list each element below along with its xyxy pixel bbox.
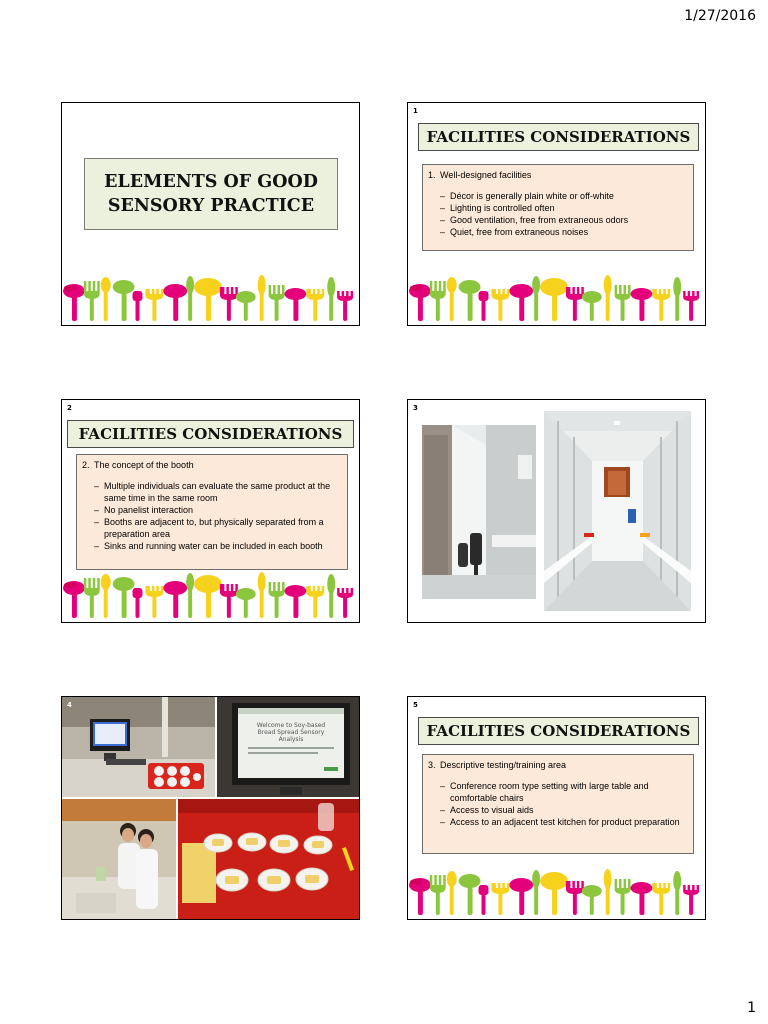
bullet-list: [428, 780, 688, 828]
screen-welcome-text: Welcome to Soy-based: [256, 722, 326, 729]
slide-title-text: ELEMENTS OF GOOD SENSORY PRACTICE: [104, 172, 318, 216]
lead-item: [82, 459, 342, 471]
slide-title: [61, 102, 360, 326]
screen-welcome-text: Bread Spread Sensory: [257, 729, 325, 736]
lead-number: 2.: [82, 460, 90, 470]
slide-number: 4: [67, 701, 72, 709]
bullet-item: – Access to visual aids: [440, 804, 688, 816]
sensory-lab-collage: [62, 697, 359, 919]
title-box: [84, 158, 338, 230]
lead-number: 1.: [428, 170, 436, 180]
slide-heading: FACILITIES CONSIDERATIONS: [426, 722, 691, 740]
bullet-list: [82, 480, 342, 552]
slide-number: 5: [413, 701, 418, 709]
utensils-decoration: [62, 269, 359, 325]
bullet-item: – Multiple individuals can evaluate the same product at the same time in the same room: [94, 480, 342, 504]
slide-number: 1: [413, 107, 418, 115]
slide-3: [407, 399, 706, 623]
slide-2: [61, 399, 360, 623]
lead-text: The concept of the booth: [94, 460, 194, 470]
lead-number: 3.: [428, 760, 436, 770]
content-box: [422, 164, 694, 251]
bullet-item: – Good ventilation, free from extraneous odors: [440, 214, 688, 226]
content-box: [76, 454, 348, 570]
bullet-list: [428, 190, 688, 238]
booth-photo-left: [422, 425, 536, 599]
header-date: 1/27/2016: [684, 8, 756, 24]
lead-text: Well-designed facilities: [440, 170, 532, 180]
bullet-item: – Sinks and running water can be included in each booth: [94, 540, 342, 552]
utensils-decoration: [408, 863, 705, 919]
heading-box: [418, 123, 699, 151]
utensils-decoration: [408, 269, 705, 325]
content-box: [422, 754, 694, 854]
bullet-item: – No panelist interaction: [94, 504, 342, 516]
lead-item: [428, 169, 688, 181]
lead-item: [428, 759, 688, 771]
slide-number: 3: [413, 404, 418, 412]
heading-box: [418, 717, 699, 745]
screen-welcome-text: Analysis: [278, 736, 304, 743]
bullet-item: – Lighting is controlled often: [440, 202, 688, 214]
bullet-item: – Décor is generally plain white or off-white: [440, 190, 688, 202]
booth-photo-right: [544, 411, 691, 611]
bullet-item: – Access to an adjacent test kitchen for product preparation: [440, 816, 688, 828]
bullet-item: – Conference room type setting with large table and comfortable chairs: [440, 780, 688, 804]
slide-heading: FACILITIES CONSIDERATIONS: [426, 128, 691, 146]
slide-heading: FACILITIES CONSIDERATIONS: [78, 425, 343, 443]
lead-text: Descriptive testing/training area: [440, 760, 567, 770]
bullet-item: – Quiet, free from extraneous noises: [440, 226, 688, 238]
slide-number: 2: [67, 404, 72, 412]
utensils-decoration: [62, 566, 359, 622]
bullet-item: – Booths are adjacent to, but physically separated from a preparation area: [94, 516, 342, 540]
heading-box: [67, 420, 354, 448]
slide-5: [407, 696, 706, 920]
page-number: 1: [747, 1000, 756, 1016]
slide-4: [61, 696, 360, 920]
slide-1: [407, 102, 706, 326]
